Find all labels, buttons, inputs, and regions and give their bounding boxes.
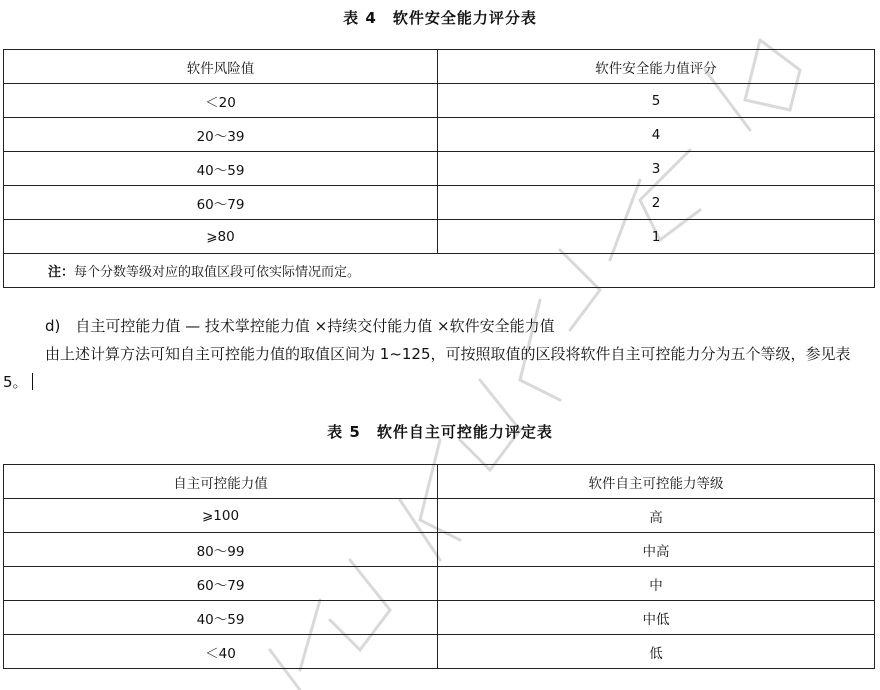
- table-cell: 60～79: [4, 567, 438, 601]
- body-paragraph: [3, 340, 875, 396]
- header-cell: 软件安全能力值评分: [438, 50, 875, 84]
- table-cell: 5: [438, 84, 875, 118]
- header-cell: 软件自主可控能力等级: [438, 465, 875, 499]
- table-cell: 40～59: [4, 601, 438, 635]
- table-cell: 中低: [438, 601, 875, 635]
- header-cell: 软件风险值: [4, 50, 438, 84]
- table-cell: ⩾100: [4, 499, 438, 533]
- table-cell: ＜20: [4, 84, 438, 118]
- table-cell: 中高: [438, 533, 875, 567]
- table-row: [4, 499, 875, 533]
- table-row: [4, 152, 875, 186]
- table-cell: 80～99: [4, 533, 438, 567]
- table-header-row: [4, 465, 875, 499]
- table-cell: 1: [438, 220, 875, 254]
- table-row: [4, 84, 875, 118]
- table-row: [4, 220, 875, 254]
- table-cell: 中: [438, 567, 875, 601]
- table-cell: ⩾80: [4, 220, 438, 254]
- table4: [3, 49, 875, 288]
- table-row: [4, 118, 875, 152]
- table-cell: 20～39: [4, 118, 438, 152]
- table5-caption: 表 5 软件自主可控能力评定表: [327, 423, 553, 441]
- table4-note: [4, 254, 875, 288]
- header-cell: 自主可控能力值: [4, 465, 438, 499]
- table-row: [4, 186, 875, 220]
- table-cell: 3: [438, 152, 875, 186]
- table-cell: ＜40: [4, 635, 438, 669]
- body-paragraph-text: 由上述计算方法可知自主可控能力值的取值区间为 1~125，可按照取值的区段将软件自主可控能力分为五个等级，参见表 5。: [3, 345, 851, 391]
- table-row: [4, 533, 875, 567]
- text-cursor: [32, 373, 33, 390]
- table4-caption: 表 4 软件安全能力评分表: [343, 9, 537, 27]
- note-label: 注：: [48, 265, 75, 280]
- formula-line: d) 自主可控能力值 — 技术掌控能力值 ×持续交付能力值 ×软件安全能力值: [45, 317, 555, 335]
- table5: [3, 464, 875, 669]
- table-cell: 高: [438, 499, 875, 533]
- table-cell: 60～79: [4, 186, 438, 220]
- table-header-row: [4, 50, 875, 84]
- table-row: [4, 635, 875, 669]
- table-row: [4, 601, 875, 635]
- table-cell: 4: [438, 118, 875, 152]
- table-note-row: [4, 254, 875, 288]
- table-cell: 40～59: [4, 152, 438, 186]
- table-cell: 低: [438, 635, 875, 669]
- table-row: [4, 567, 875, 601]
- table-cell: 2: [438, 186, 875, 220]
- note-text: 每个分数等级对应的取值区段可依实际情况而定。: [74, 265, 361, 280]
